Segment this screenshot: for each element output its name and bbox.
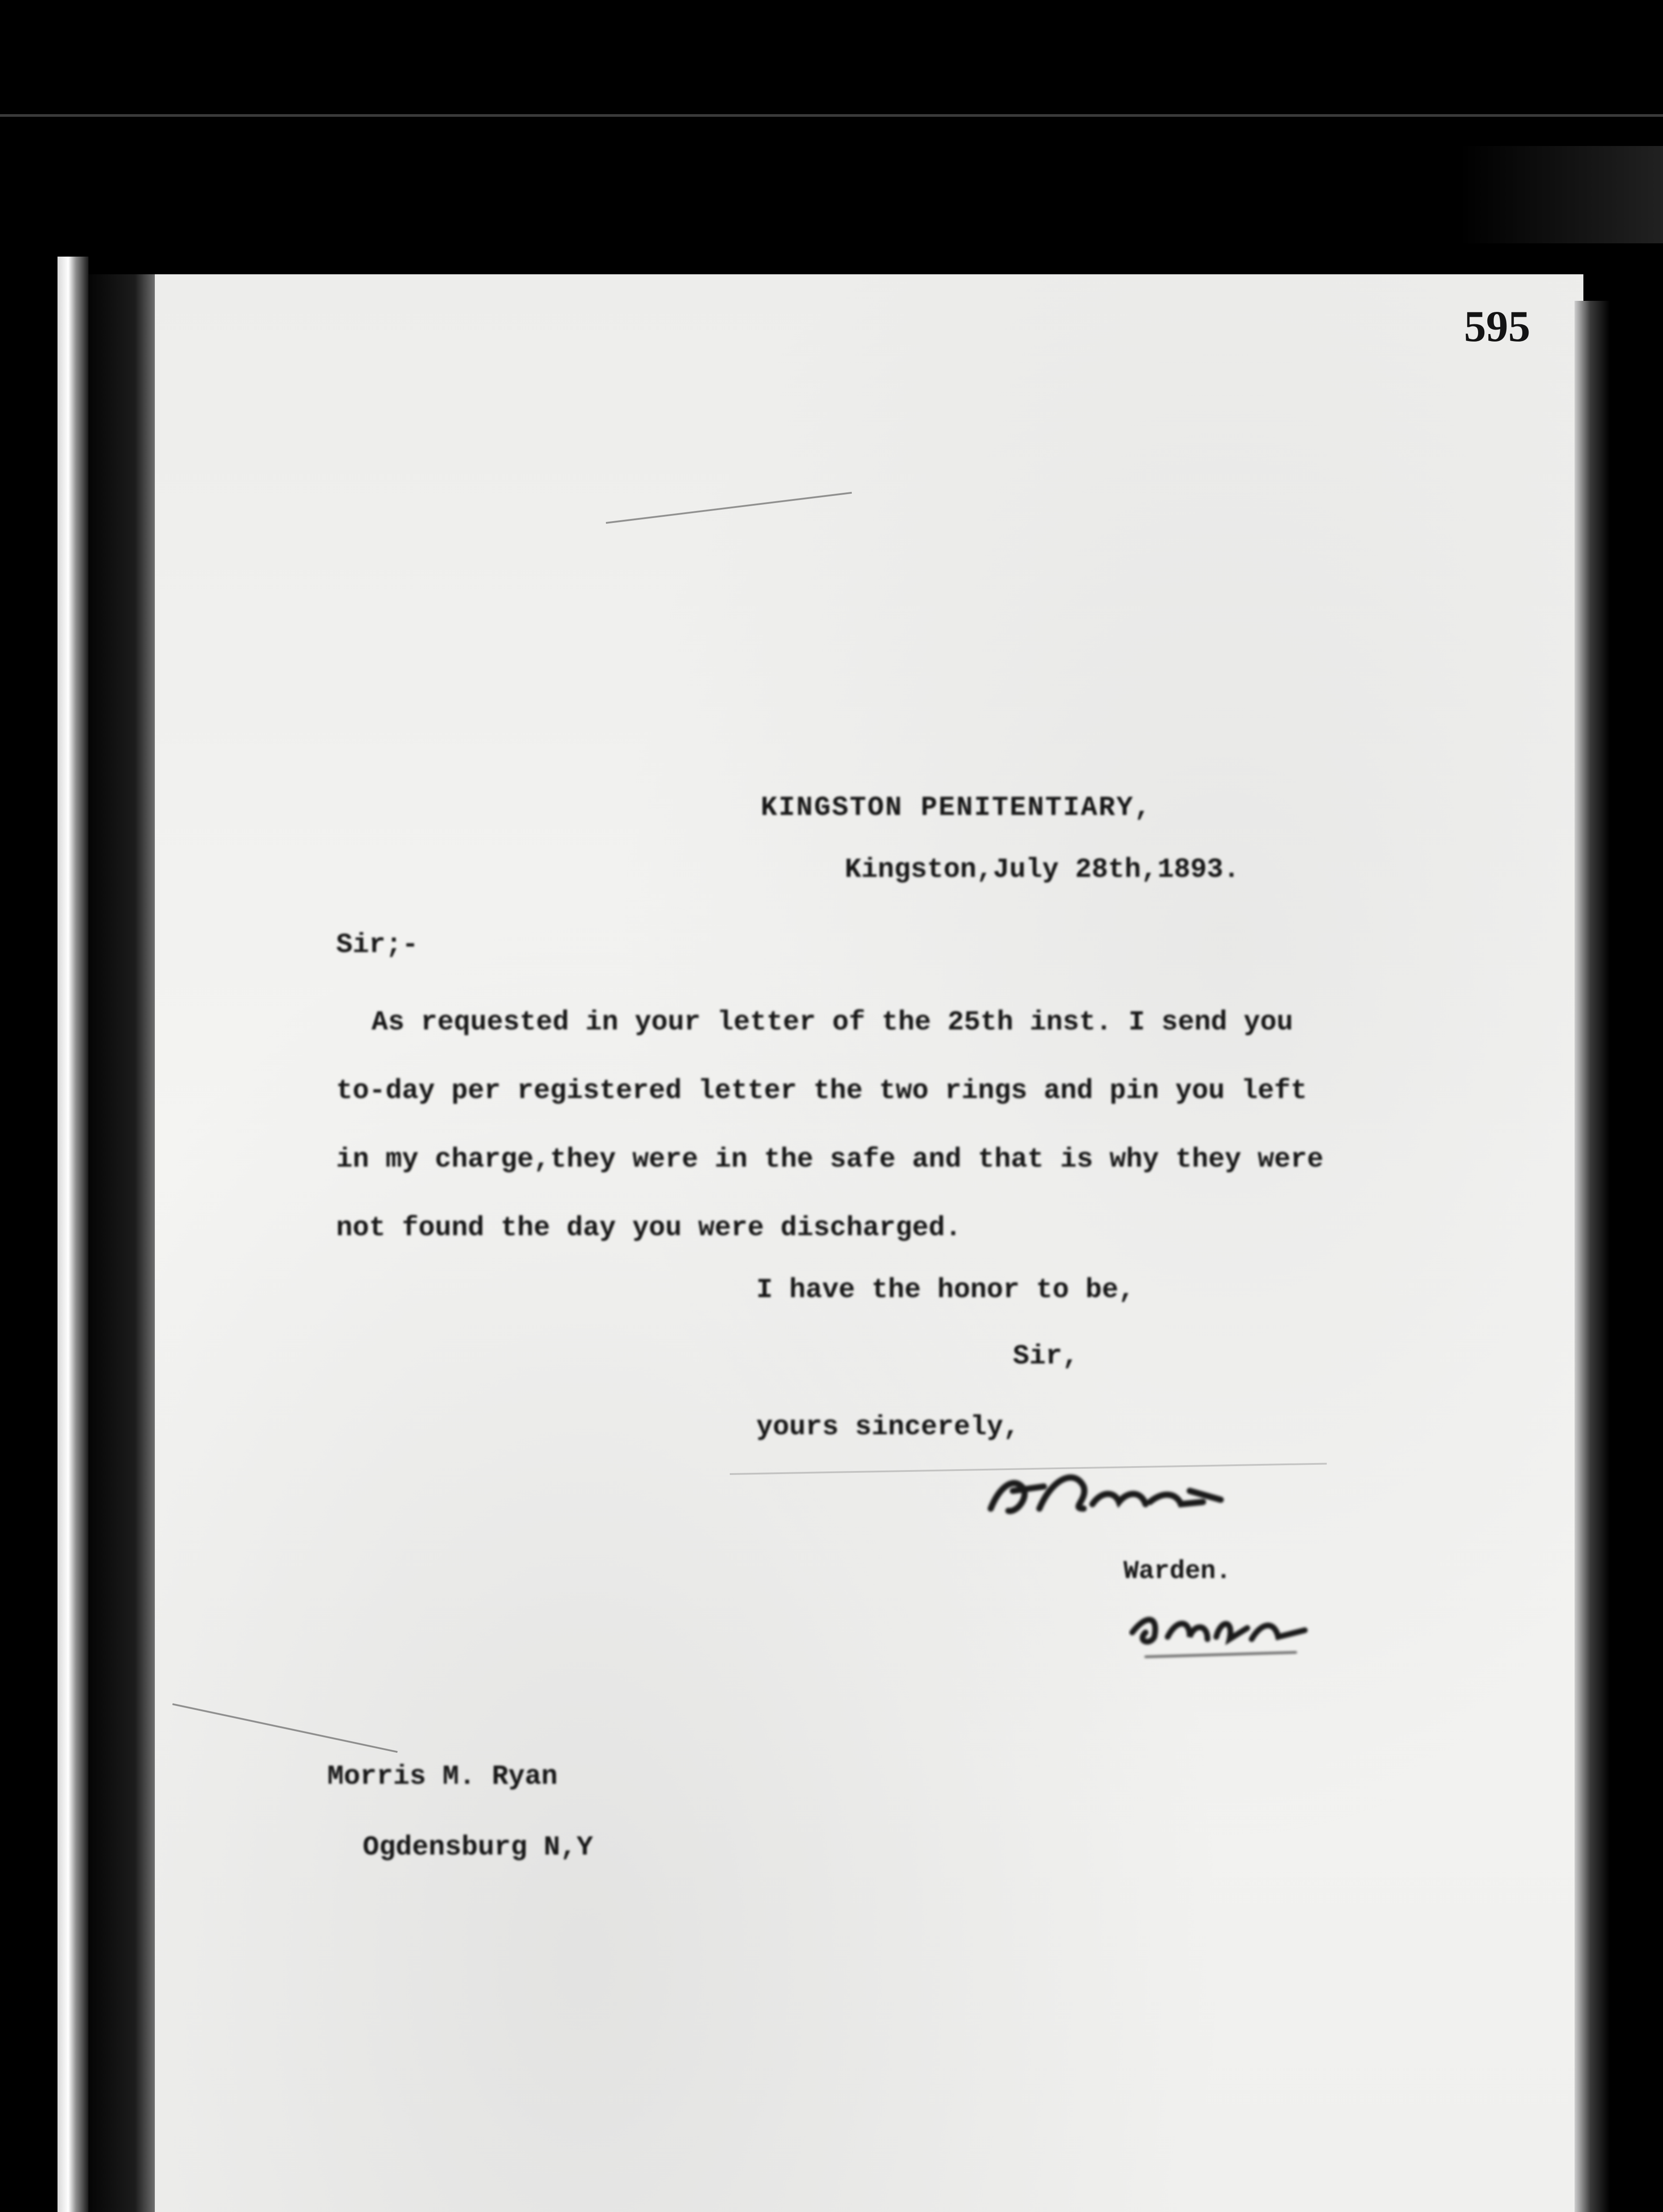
signatory-title: Warden. [1123,1557,1231,1586]
page-number: 595 [1464,302,1530,351]
addressee-place: Ogdensburg N,Y [363,1832,593,1863]
faint-stroke [606,492,852,524]
closing-line: yours sincerely, [756,1411,1020,1443]
film-border-line [0,114,1663,117]
letter-date: Kingston,July 28th,1893. [845,854,1240,885]
faint-stroke [172,1703,398,1753]
letterhead-title: KINGSTON PENITENTIARY, [761,792,1152,823]
addressee-name: Morris M. Ryan [327,1761,558,1792]
page-right-edge [1575,301,1610,2212]
letter-page [155,274,1583,2212]
salutation: Sir;- [336,929,419,960]
page-left-edge [57,257,88,2212]
handwritten-signature [982,1460,1230,1526]
handwritten-initials [1128,1601,1314,1663]
page-left-shadow [88,274,155,2212]
closing-line: Sir, [1013,1340,1079,1372]
body-line: not found the day you were discharged. [336,1212,962,1244]
film-scan-haze [1460,146,1663,243]
closing-line: I have the honor to be, [756,1274,1135,1306]
body-line: in my charge,they were in the safe and that is why they were [336,1144,1324,1175]
body-line: to-day per registered letter the two rings and pin you left [336,1075,1307,1106]
body-line: As requested in your letter of the 25th inst. I send you [372,1006,1293,1038]
